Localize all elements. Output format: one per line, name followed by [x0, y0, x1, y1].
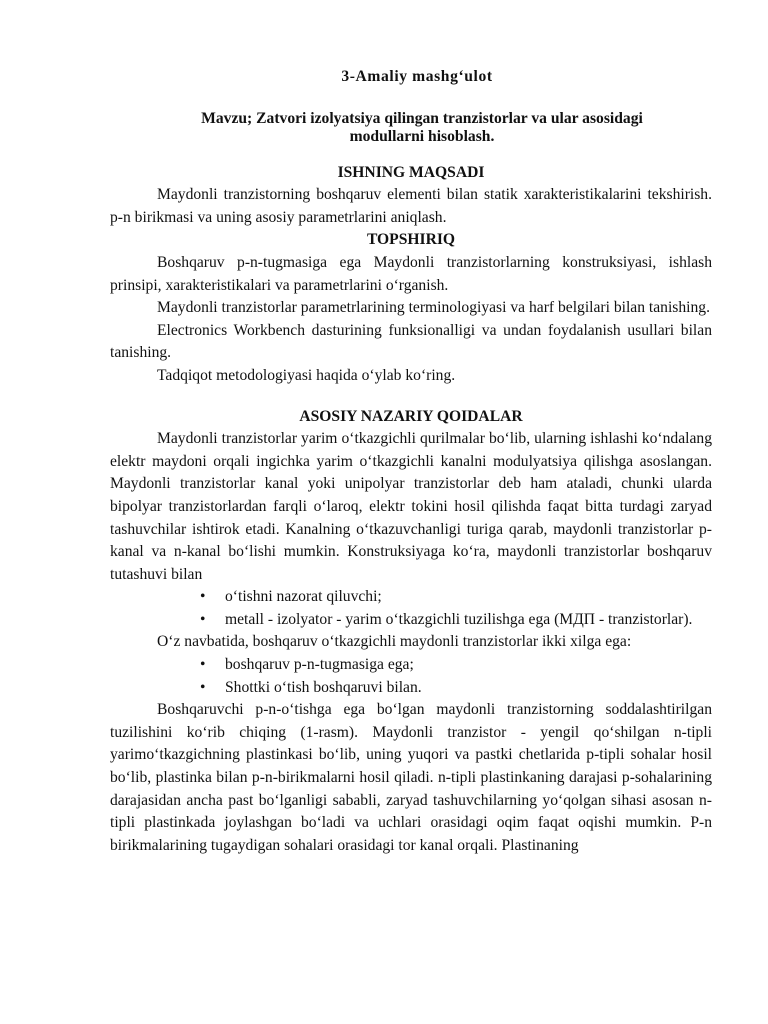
bullet-list-1 — [110, 586, 712, 631]
list-item: • Shottki o‘tish boshqaruvi bilan. — [200, 677, 712, 700]
paragraph: Tadqiqot metodologiyasi haqida o‘ylab ko‘ring. — [157, 366, 456, 384]
paragraph: Boshqaruvchi p-n-o‘tishga ega bo‘lgan maydonli tranzistorning soddalashtirilgan tuzilishini ko‘rib chiqing (1-rasm). Maydonli tranzistor - yengil qo‘shilgan n-tipli yarimo‘tkazgichning plastinkasi bo‘lib, uning yuqori va pastki chetlarida p-tipli sohalar hosil bo‘lib, plastinka bilan p-n-birikmalarni hosil qiladi. n-tipli plastinkaning darajasi p-sohalarining darajasidan ancha past bo‘lganligi sababli, zaryad tashuvchilarning yo‘qolgan sihasi asosan n-tipli plastinkada joylashgan bo‘ladi va uchlari orasidagi oqim faqat oqishi mumkin. P-n birikmalarining tugaydigan sohalari orasidagi tor kanal orqali. Plastinaning — [110, 701, 712, 854]
topic-line-1: Mavzu; Zatvori izolyatsiya qilingan tranzistorlar va ular asosidagi — [201, 109, 643, 127]
paragraph: Maydonli tranzistorlar parametrlarining terminologiyasi va harf belgilari bilan tanishing. — [157, 299, 710, 317]
paragraph: Boshqaruv p-n-tugmasiga ega Maydonli tranzistorlarning konstruksiyasi, ishlash prinsipi, xarakteristikalari va parametrlarini o‘rganish. — [110, 253, 712, 294]
paragraph: O‘z navbatida, boshqaruv o‘tkazgichli maydonli tranzistorlar ikki xilga ega: — [157, 633, 632, 651]
topic-heading — [110, 110, 712, 146]
paragraph: Maydonli tranzistorlar yarim o‘tkazgichli qurilmalar bo‘lib, ularning ishlashi ko‘ndalang elektr maydoni orqali ingichka yarim o‘tkazgichli kanalni modulyatsiya qilishga asoslangan. Maydonli tranzistorlar kanal yoki unipolyar tranzistorlar deb ham ataladi, chunki ularda bipolyar tranzistorlardan farqli o‘laroq, elektr tokini hosil qilishda faqat bitta turdagi zaryad tashuvchilar ishtirok etadi. Kanalning o‘tkazuvchanligi turiga qarab, maydonli tranzistorlar p-kanal va n-kanal bo‘lishi mumkin. Konstruksiyaga ko‘ra, maydonli tranzistorlar boshqaruv tutashuvi bilan — [110, 430, 712, 583]
section-heading-topshiriq: TOPSHIRIQ — [366, 231, 456, 249]
list-item: • o‘tishni nazorat qiluvchi; — [200, 586, 712, 609]
paragraph: Electronics Workbench dasturining funksionalligi va undan foydalanish usullari bilan tanishing. — [110, 321, 712, 362]
document-title: 3-Amaliy mashg‘ulot — [341, 68, 493, 85]
list-item: • boshqaruv p-n-tugmasiga ega; — [200, 654, 712, 677]
topic-line-2: modullarni hisoblash. — [349, 127, 495, 145]
paragraph: Maydonli tranzistorning boshqaruv elementi bilan statik xarakteristikalarini tekshirish. p-n birikmasi va uning asosiy parametrlarini aniqlash. — [110, 186, 712, 226]
section-heading-nazariy: ASOSIY NAZARIY QOIDALAR — [299, 407, 523, 425]
list-item: • metall - izolyator - yarim o‘tkazgichli tuzilishga ega (МДП - tranzistorlar). — [200, 609, 712, 632]
section-heading-maqsad: ISHNING MAQSADI — [337, 163, 485, 181]
bullet-list-2 — [110, 654, 712, 699]
